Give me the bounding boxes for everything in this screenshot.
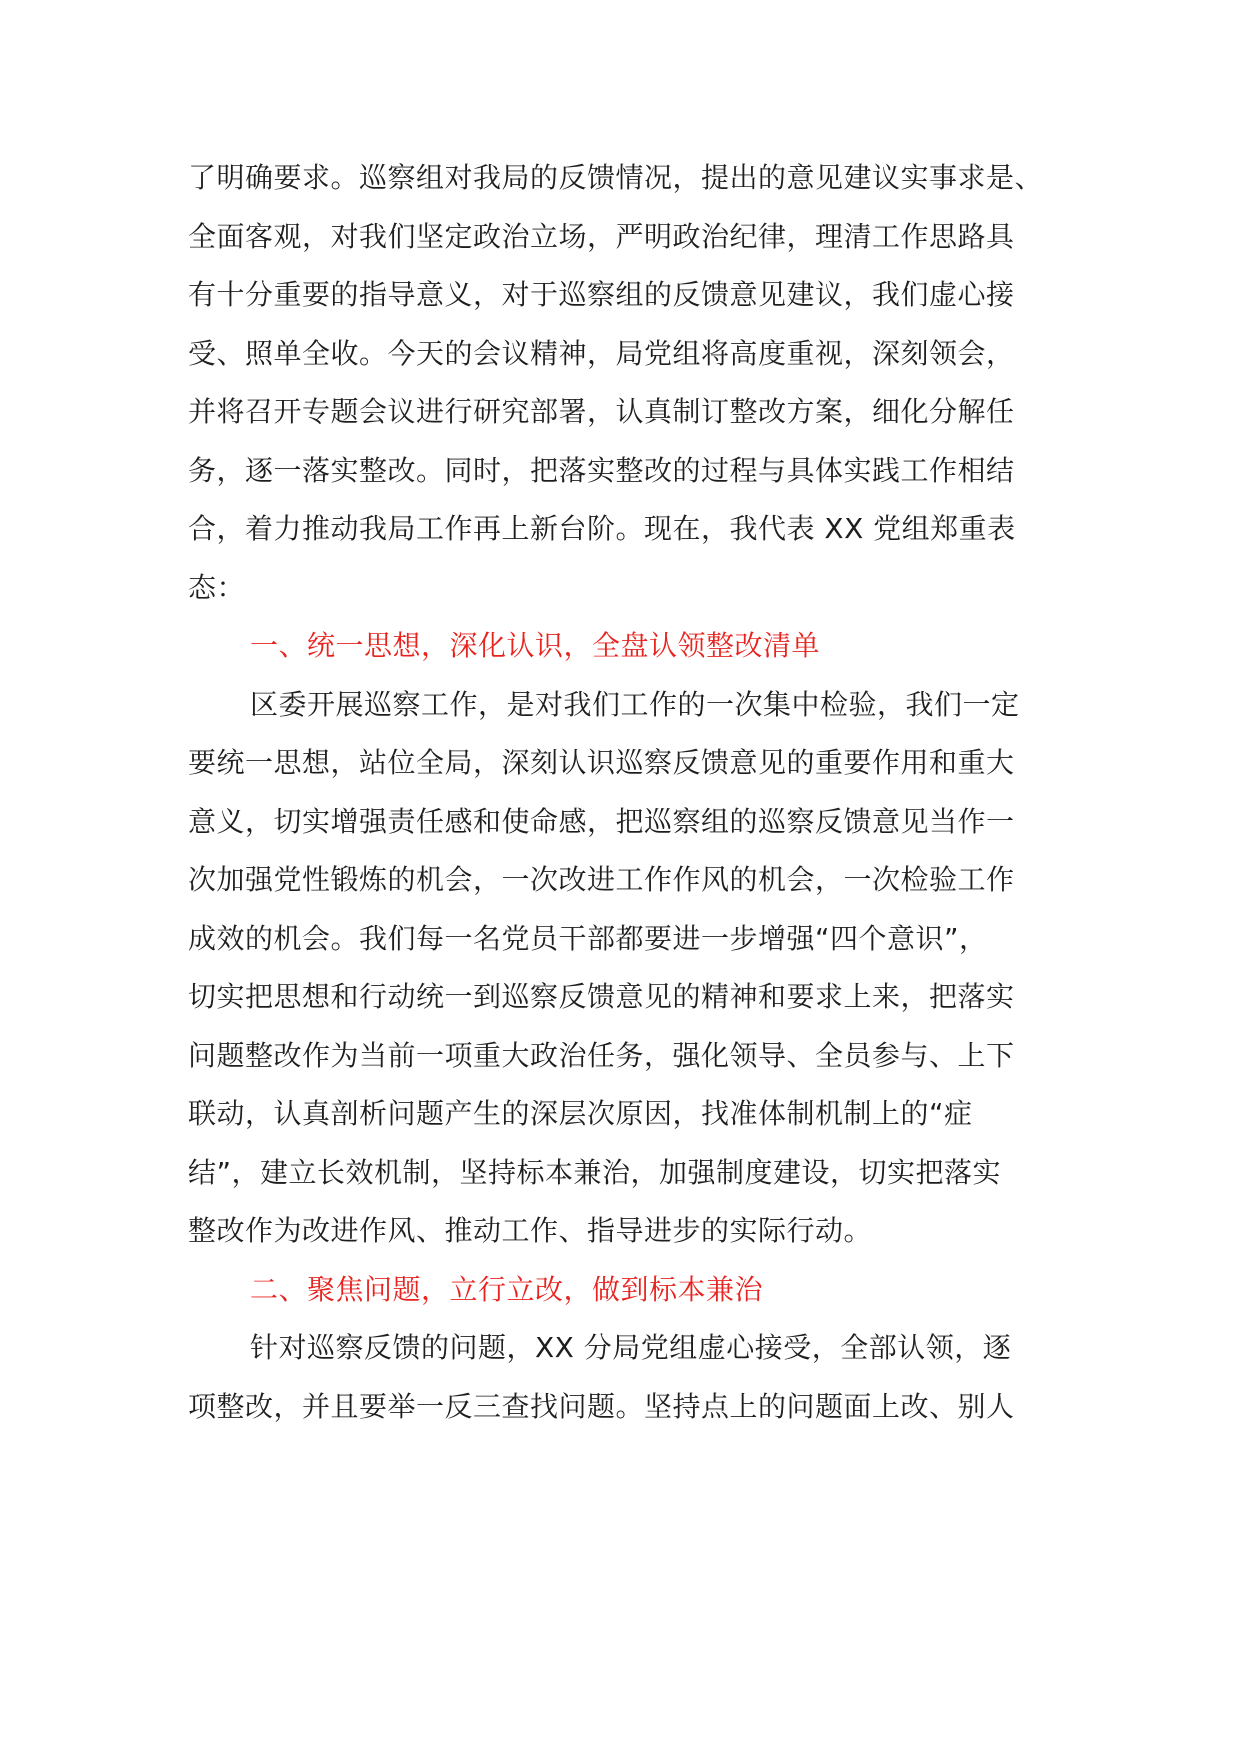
paragraph-line: 务，逐一落实整改。同时，把落实整改的过程与具体实践工作相结 (188, 454, 1015, 487)
paragraph-line: 并将召开专题会议进行研究部署，认真制订整改方案，细化分解任 (188, 395, 1015, 428)
paragraph-line: 全面客观，对我们坚定政治立场，严明政治纪律，理清工作思路具 (188, 220, 1015, 253)
section-heading: 二、聚焦问题，立行立改，做到标本兼治 (250, 1273, 764, 1306)
section-heading: 一、统一思想，深化认识，全盘认领整改清单 (250, 629, 821, 662)
paragraph-line: 意义，切实增强责任感和使命感，把巡察组的巡察反馈意见当作一 (188, 805, 1015, 838)
paragraph-line: 区委开展巡察工作，是对我们工作的一次集中检验，我们一定 (250, 688, 1020, 721)
paragraph-line: 整改作为改进作风、推动工作、指导进步的实际行动。 (188, 1214, 873, 1247)
paragraph-line: 要统一思想，站位全局，深刻认识巡察反馈意见的重要作用和重大 (188, 746, 1015, 779)
paragraph-line: 问题整改作为当前一项重大政治任务，强化领导、全员参与、上下 (188, 1039, 1015, 1072)
paragraph-line: 成效的机会。我们每一名党员干部都要进一步增强“四个意识”， (188, 922, 988, 955)
paragraph-line: 态： (188, 571, 246, 604)
paragraph-line: 合，着力推动我局工作再上新台阶。现在，我代表 XX 党组郑重表 (188, 512, 1016, 545)
paragraph-line: 有十分重要的指导意义，对于巡察组的反馈意见建议，我们虚心接 (188, 278, 1015, 311)
paragraph-line: 切实把思想和行动统一到巡察反馈意见的精神和要求上来，把落实 (188, 980, 1015, 1013)
paragraph-line: 受、照单全收。今天的会议精神，局党组将高度重视，深刻领会， (188, 337, 1015, 370)
paragraph-line: 针对巡察反馈的问题，XX 分局党组虚心接受，全部认领，逐 (250, 1331, 1012, 1364)
paragraph-line: 项整改，并且要举一反三查找问题。坚持点上的问题面上改、别人 (188, 1390, 1015, 1423)
paragraph-line: 结”，建立长效机制，坚持标本兼治，加强制度建设，切实把落实 (188, 1156, 1002, 1189)
paragraph-line: 联动，认真剖析问题产生的深层次原因，找准体制机制上的“症 (188, 1097, 973, 1130)
paragraph-line: 次加强党性锻炼的机会，一次改进工作作风的机会，一次检验工作 (188, 863, 1015, 896)
paragraph-line: 了明确要求。巡察组对我局的反馈情况，提出的意见建议实事求是、 (188, 161, 1044, 194)
